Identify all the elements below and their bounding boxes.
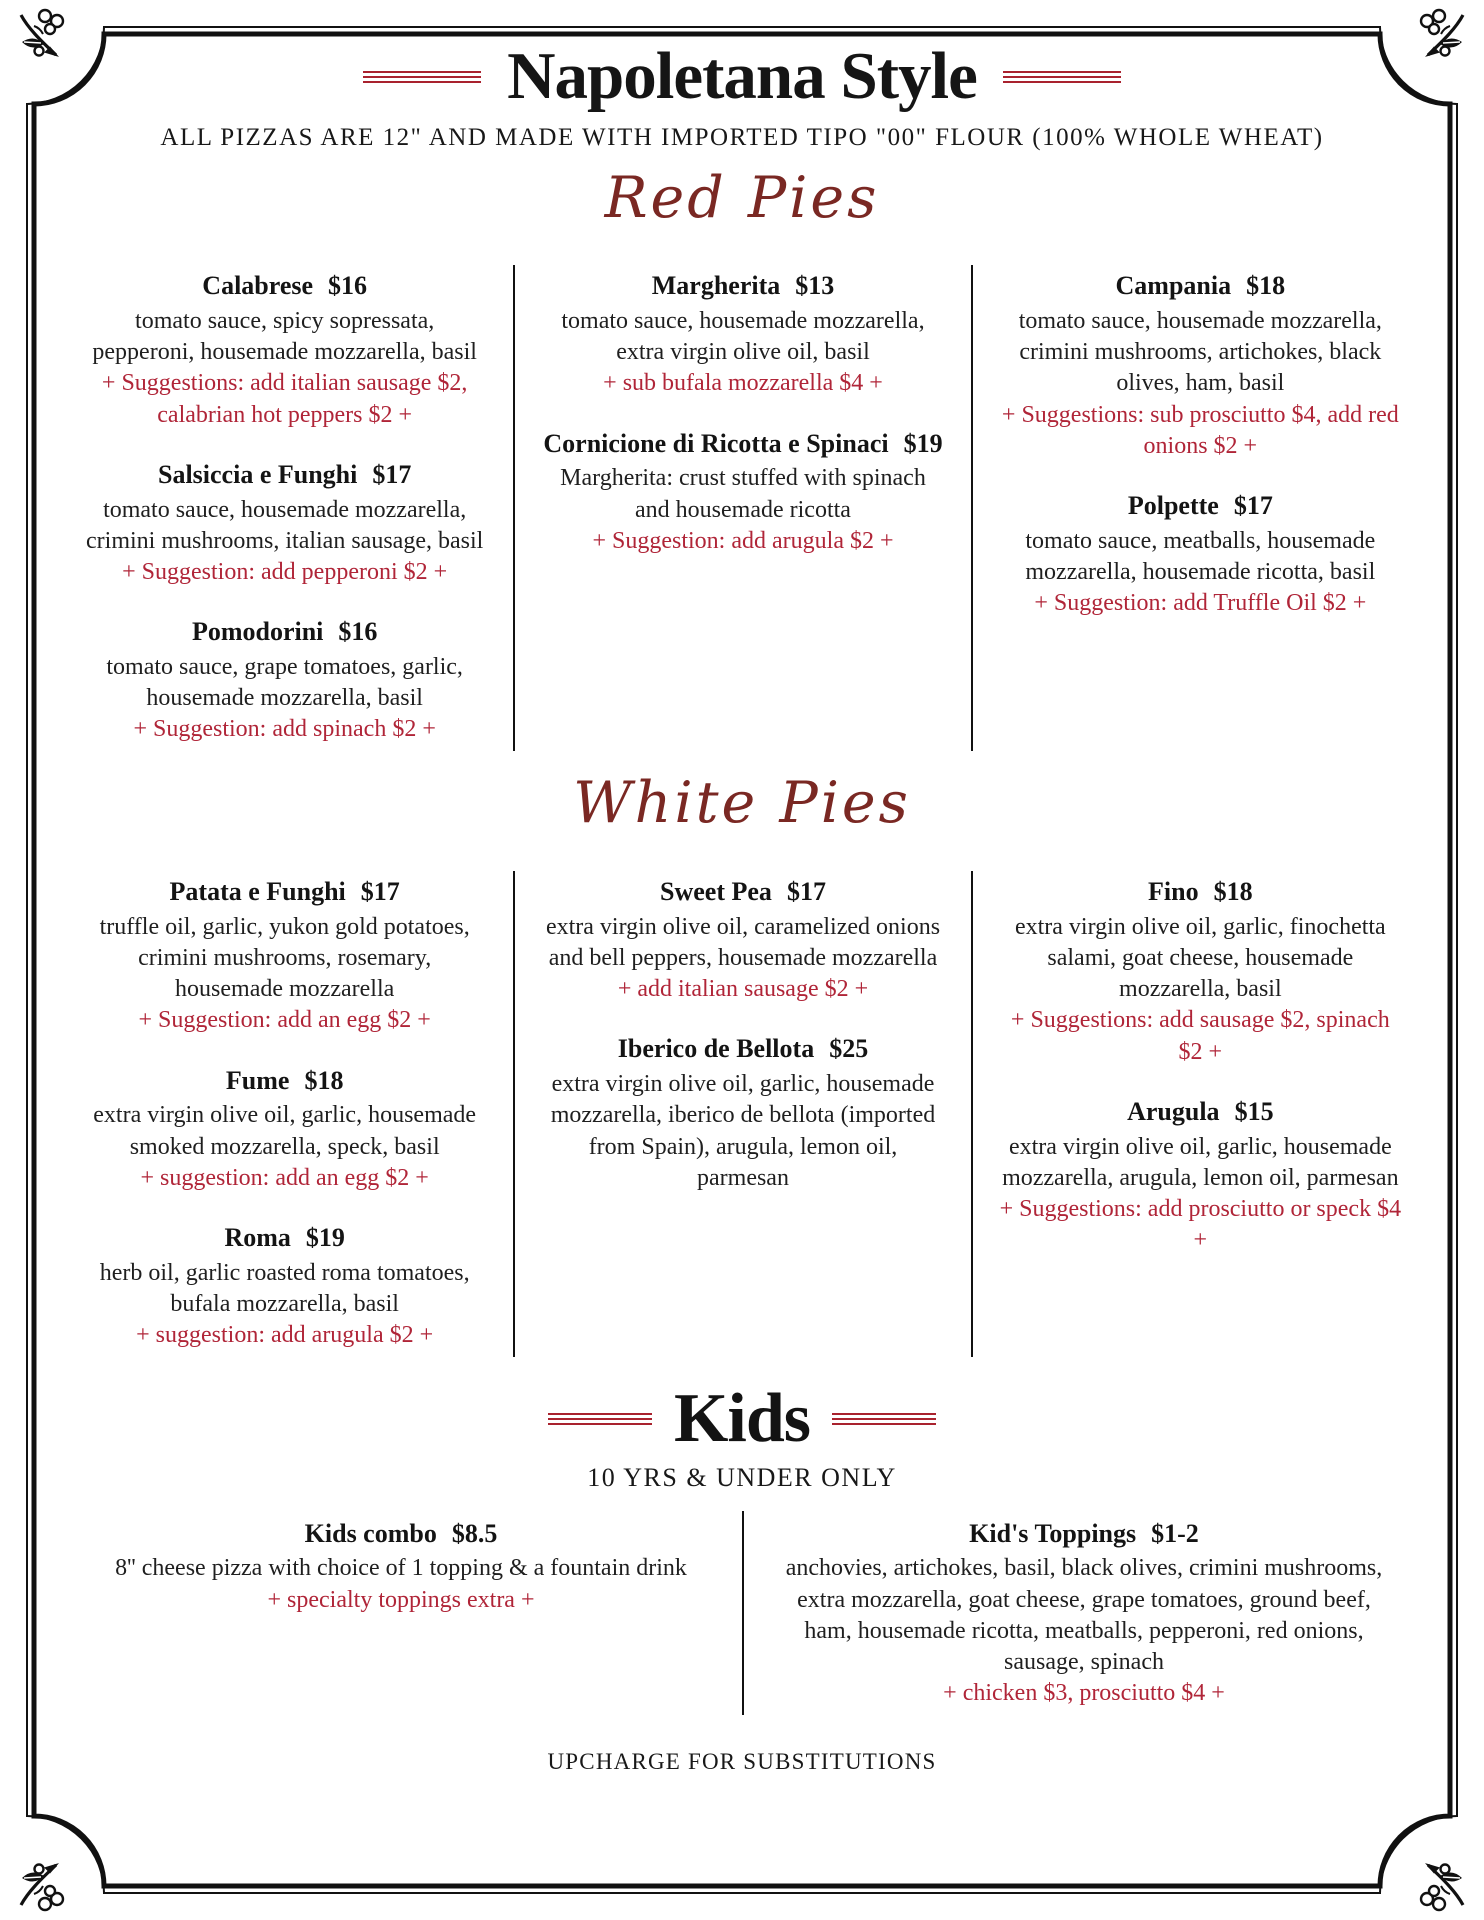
item-name: Margherita (651, 271, 781, 301)
kids-section (0, 1380, 1484, 1715)
item-price: $17 (360, 877, 400, 907)
menu-item-sweet-pea (541, 875, 944, 1005)
item-suggestion: + Suggestions: add prosciutto or speck $4 + (999, 1195, 1402, 1254)
floral-sprig-icon-bottom-left (21, 1865, 63, 1911)
item-name: Salsiccia e Funghi (157, 459, 358, 489)
item-name-price (999, 875, 1402, 909)
item-name-price (999, 269, 1402, 303)
item-description: extra virgin olive oil, garlic, finochetta salami, goat cheese, housemade mozzarella, basil (1014, 913, 1386, 1003)
menu-footer (0, 1749, 1484, 1775)
item-name: Fume (225, 1065, 290, 1095)
white-pies-columns (56, 871, 1428, 1357)
menu-item-fino (999, 875, 1402, 1068)
item-price: $18 (1246, 271, 1286, 301)
kids-heading: Kids (673, 1380, 811, 1458)
menu-column-1 (56, 871, 513, 1357)
white-pies-heading: White Pies (573, 770, 911, 837)
item-description: tomato sauce, meatballs, housemade mozzarella, housemade ricotta, basil (1025, 527, 1376, 585)
item-name-price (82, 875, 487, 909)
item-name-price (541, 1032, 944, 1066)
item-description: extra virgin olive oil, garlic, housemade mozzarella, arugula, lemon oil, parmesan (1002, 1133, 1399, 1191)
item-name-price (999, 1095, 1402, 1129)
item-description: tomato sauce, grape tomatoes, garlic, housemade mozzarella, basil (106, 653, 463, 712)
item-suggestion: + Suggestions: sub prosciutto $4, add red onions $2 + (1001, 401, 1399, 459)
footer-note: UPCHARGE FOR SUBSTITUTIONS (547, 1749, 937, 1775)
item-price: $18 (304, 1065, 344, 1095)
item-price: $18 (1213, 877, 1253, 907)
item-suggestion: + sub bufala mozzarella $4 + (603, 370, 883, 397)
menu-item-pomodorini (82, 615, 487, 745)
item-price: $8.5 (451, 1518, 498, 1548)
red-double-rule-icon-right (1003, 71, 1121, 83)
red-double-rule-icon-left (363, 71, 481, 83)
menu-column-2 (513, 871, 970, 1357)
red-double-rule-icon-kids-right (832, 1413, 936, 1425)
item-name-price (82, 615, 487, 649)
menu-column-3 (971, 871, 1428, 1357)
item-name-price (82, 1221, 487, 1255)
menu-item-kids-combo (98, 1517, 704, 1616)
menu-item-margherita (541, 269, 944, 399)
item-price: $15 (1234, 1096, 1274, 1126)
menu-item-roma (82, 1221, 487, 1351)
menu-subtitle: ALL PIZZAS ARE 12" AND MADE WITH IMPORTED TIPO "00" FLOUR (100% WHOLE WHEAT) (160, 123, 1324, 151)
red-double-rule-icon-kids-left (548, 1413, 652, 1425)
menu-item-fume (82, 1064, 487, 1194)
menu-item-iberico-de-bellota (541, 1032, 944, 1194)
item-price: $16 (338, 617, 378, 647)
item-description: 8'' cheese pizza with choice of 1 topping & a fountain drink (115, 1555, 687, 1582)
kids-columns (60, 1511, 1424, 1716)
menu-item-patata-e-funghi (82, 875, 487, 1037)
item-description: tomato sauce, housemade mozzarella, crimini mushrooms, italian sausage, basil (86, 496, 484, 554)
menu-column-1 (60, 1511, 742, 1716)
menu-item-kid-s-toppings (782, 1517, 1386, 1710)
item-name: Iberico de Bellota (617, 1034, 815, 1064)
item-name-price (98, 1517, 704, 1551)
item-name-price (82, 269, 487, 303)
menu-item-calabrese (82, 269, 487, 431)
item-name: Campania (1115, 271, 1232, 301)
menu-item-arugula (999, 1095, 1402, 1257)
red-pies-columns (56, 265, 1428, 751)
red-pies-heading: Red Pies (604, 164, 880, 231)
item-description: herb oil, garlic roasted roma tomatoes, bufala mozzarella, basil (99, 1259, 470, 1317)
item-price: $17 (786, 877, 826, 907)
item-name-price (999, 489, 1402, 523)
white-pies-section (0, 771, 1484, 1357)
item-description: anchovies, artichokes, basil, black olives, crimini mushrooms, extra mozzarella, goat cheese, grape tomatoes, ground beef, ham, housemade ricotta, meatballs, pepperoni, red onions, sausage, spinach (785, 1555, 1383, 1676)
item-name-price (541, 269, 944, 303)
item-price: $13 (795, 271, 835, 301)
menu-item-campania (999, 269, 1402, 462)
item-name: Roma (224, 1222, 291, 1252)
red-pies-section (0, 166, 1484, 752)
menu-column-2 (513, 265, 970, 751)
item-name-price (541, 875, 944, 909)
item-suggestion: + suggestion: add an egg $2 + (140, 1164, 429, 1191)
item-suggestion: + Suggestion: add spinach $2 + (133, 716, 436, 743)
item-price: $16 (328, 271, 368, 301)
item-suggestion: + specialty toppings extra + (267, 1586, 535, 1613)
menu-header (0, 39, 1484, 152)
item-description: tomato sauce, housemade mozzarella, crimini mushrooms, artichokes, black olives, ham, basil (1018, 308, 1382, 397)
item-price: $19 (305, 1222, 345, 1252)
menu-item-cornicione-di-ricotta-e-spinaci (541, 427, 944, 557)
item-name: Arugula (1127, 1096, 1220, 1126)
menu-item-salsiccia-e-funghi (82, 458, 487, 588)
item-suggestion: + Suggestions: add italian sausage $2, calabrian hot peppers $2 + (101, 370, 468, 428)
item-name: Fino (1148, 877, 1199, 907)
item-name-price (782, 1517, 1386, 1551)
menu-item-polpette (999, 489, 1402, 619)
item-suggestion: + add italian sausage $2 + (617, 976, 869, 1003)
item-description: extra virgin olive oil, garlic, housemade smoked mozzarella, speck, basil (93, 1102, 477, 1160)
item-price: $19 (903, 428, 943, 458)
item-suggestion: + Suggestion: add Truffle Oil $2 + (1034, 590, 1367, 617)
item-price: $17 (372, 459, 412, 489)
item-description: extra virgin olive oil, garlic, housemade mozzarella, iberico de bellota (imported from Spain), arugula, lemon oil, parmesan (550, 1071, 936, 1191)
item-name-price (82, 1064, 487, 1098)
item-price: $1-2 (1151, 1518, 1199, 1548)
menu-title-row (0, 39, 1484, 113)
item-description: truffle oil, garlic, yukon gold potatoes, crimini mushrooms, rosemary, housemade mozzarella (99, 913, 470, 1003)
kids-subheading: 10 YRS & UNDER ONLY (587, 1462, 897, 1492)
item-name: Patata e Funghi (169, 877, 346, 907)
item-description: tomato sauce, spicy sopressata, pepperoni, housemade mozzarella, basil (92, 308, 477, 366)
item-suggestion: + suggestion: add arugula $2 + (136, 1322, 434, 1349)
item-suggestion: + Suggestion: add an egg $2 + (138, 1007, 431, 1034)
item-suggestion: + Suggestion: add pepperoni $2 + (122, 558, 448, 585)
item-name: Kid's Toppings (969, 1518, 1137, 1548)
item-description: extra virgin olive oil, caramelized onions and bell peppers, housemade mozzarella (545, 913, 941, 972)
item-name-price (82, 458, 487, 492)
item-suggestion: + Suggestion: add arugula $2 + (592, 527, 894, 554)
item-description: tomato sauce, housemade mozzarella, extra virgin olive oil, basil (561, 308, 925, 366)
item-suggestion: + chicken $3, prosciutto $4 + (943, 1680, 1225, 1707)
item-name: Cornicione di Ricotta e Spinaci (543, 428, 889, 458)
item-name-price (541, 427, 944, 461)
floral-sprig-icon-bottom-right (1421, 1865, 1463, 1911)
page-title: Napoletana Style (507, 39, 977, 113)
item-price: $17 (1233, 490, 1273, 520)
menu-column-1 (56, 265, 513, 751)
item-suggestion: + Suggestions: add sausage $2, spinach $2 + (1010, 1007, 1390, 1065)
item-price: $25 (829, 1034, 869, 1064)
menu-column-3 (971, 265, 1428, 751)
item-name: Calabrese (202, 271, 314, 301)
menu-column-2 (742, 1511, 1424, 1716)
item-name: Sweet Pea (660, 877, 772, 907)
kids-title-row (0, 1380, 1484, 1458)
item-name: Pomodorini (191, 617, 324, 647)
item-description: Margherita: crust stuffed with spinach and housemade ricotta (560, 465, 926, 523)
item-name: Polpette (1127, 490, 1219, 520)
item-name: Kids combo (304, 1518, 437, 1548)
